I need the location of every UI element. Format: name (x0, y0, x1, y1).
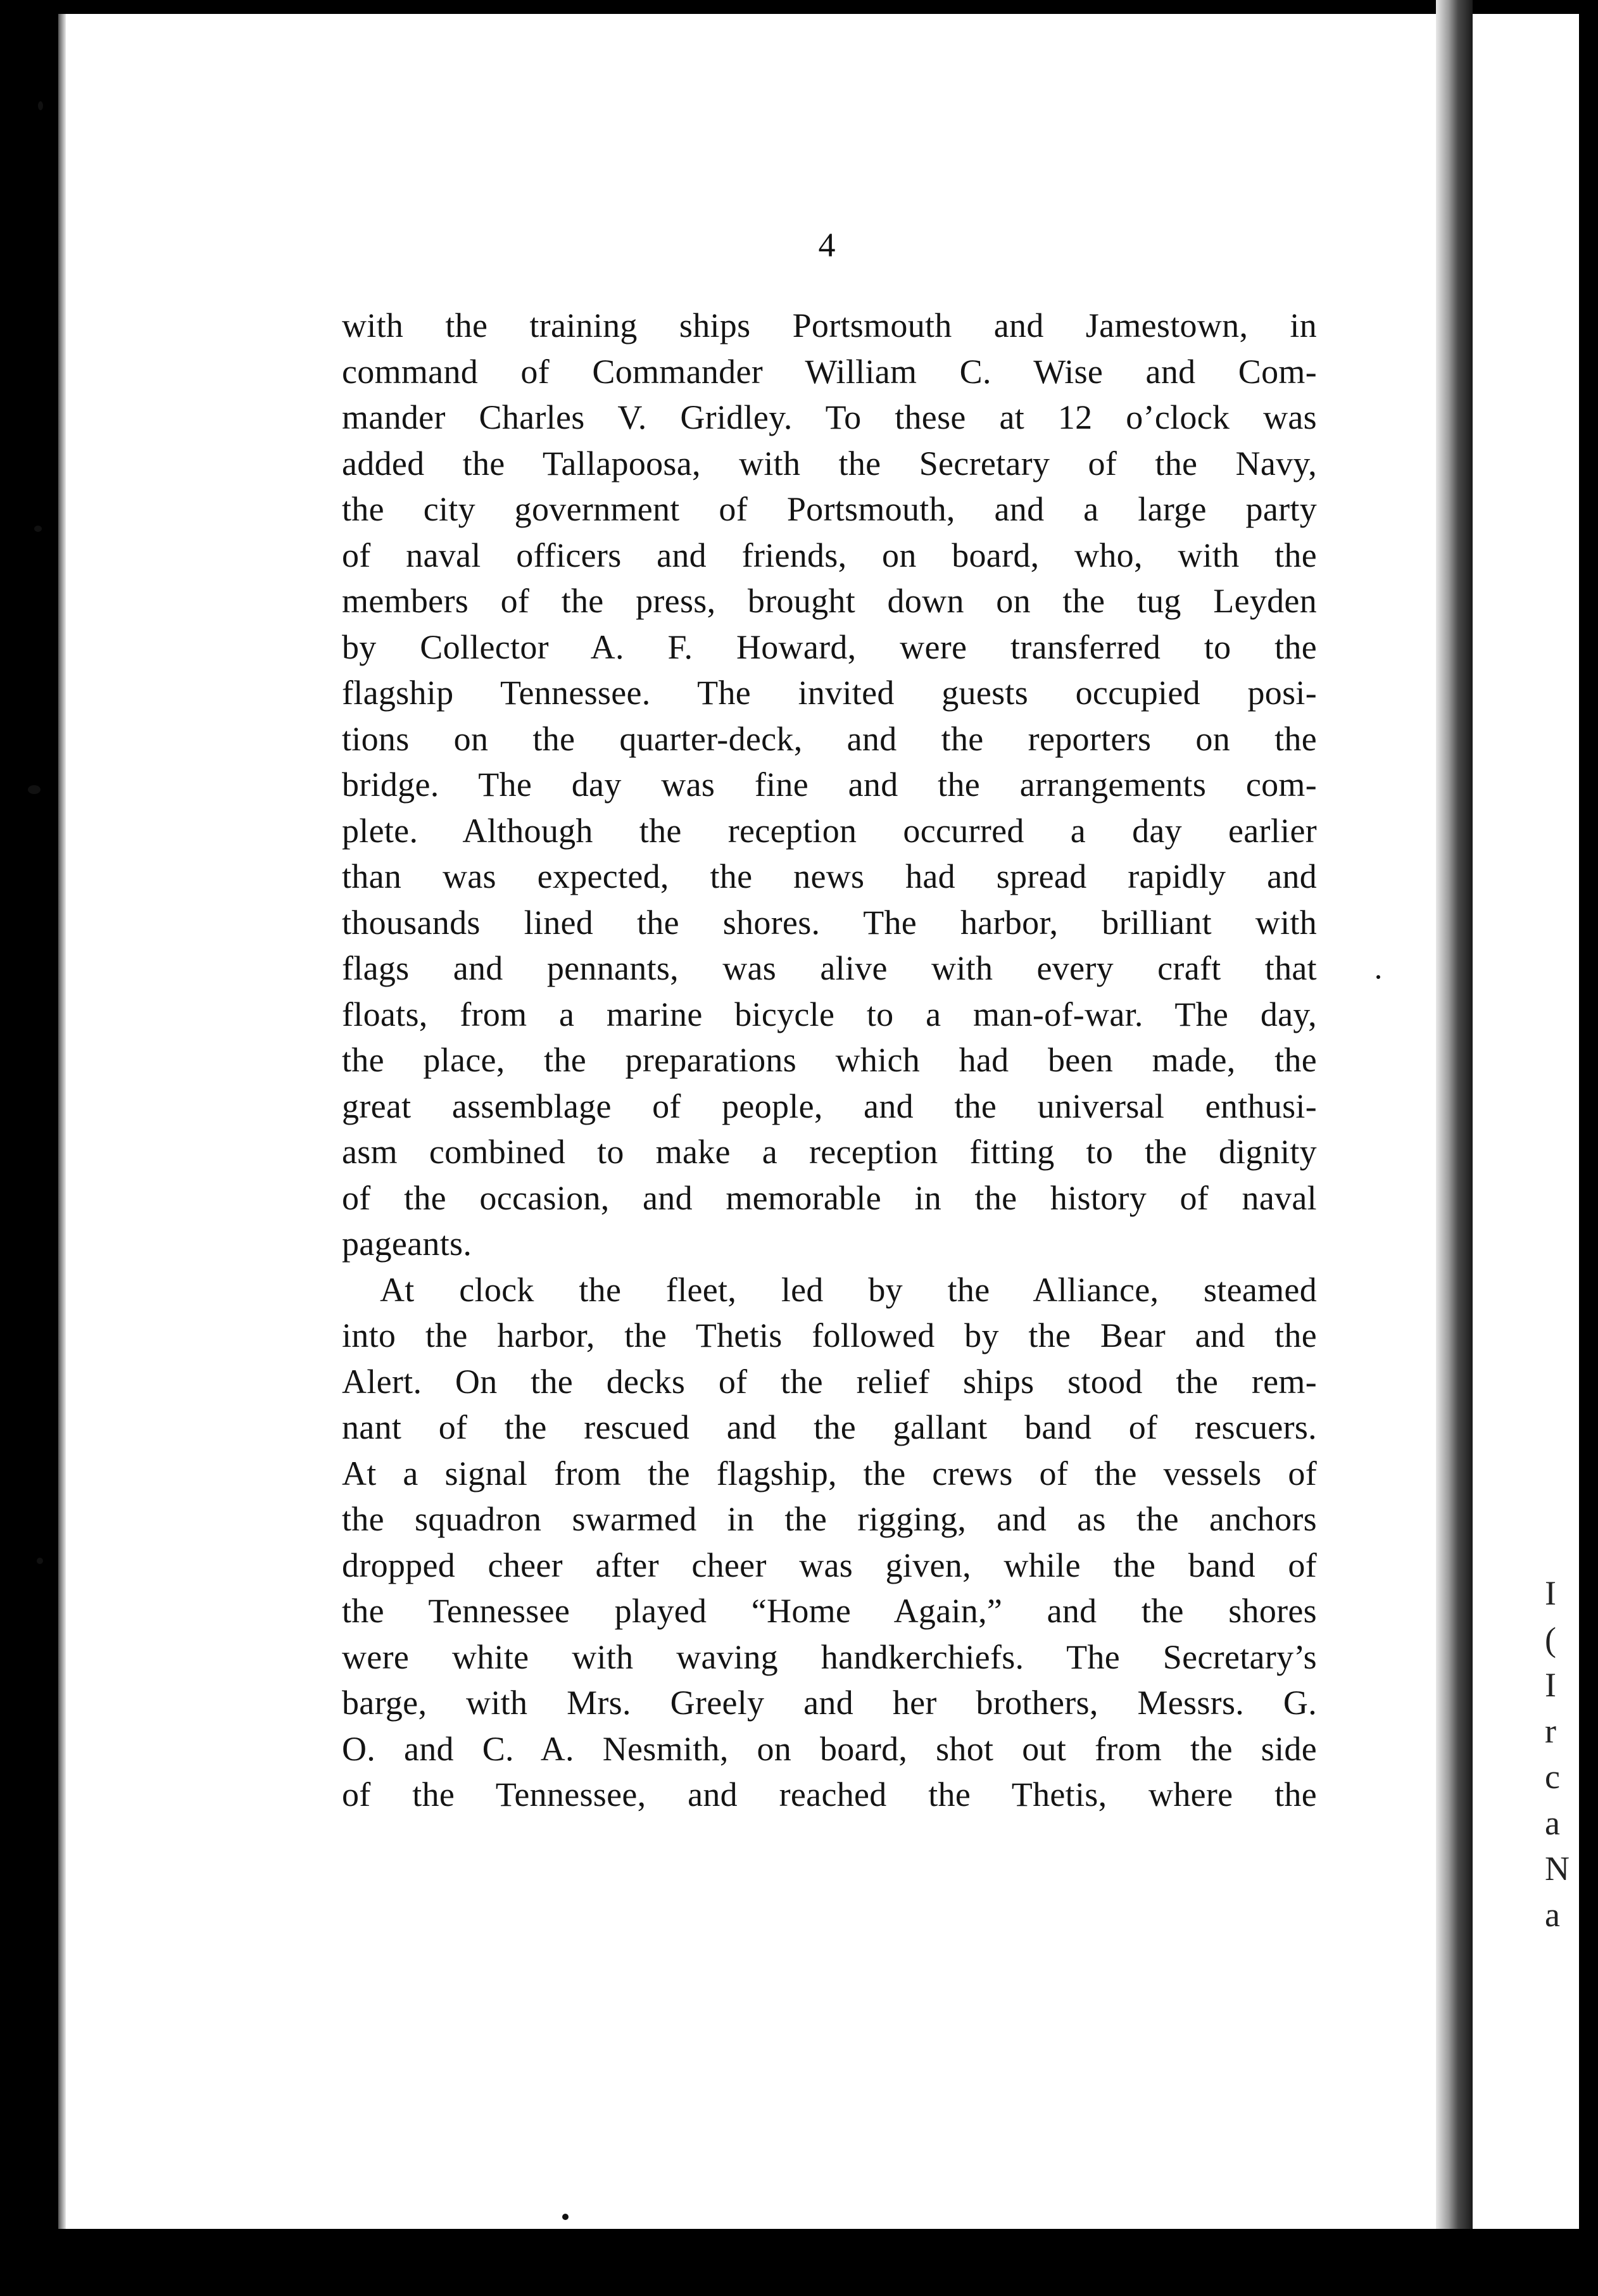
text-line: barge, with Mrs. Greely and her brothers, Messrs. G. (342, 1684, 1317, 1722)
text-line: into the harbor, the Thetis followed by the Bear and the (342, 1316, 1317, 1354)
text-line: the squadron swarmed in the rigging, and as the anchors (342, 1500, 1317, 1538)
text-line: great assemblage of people, and the universal enthusi- (342, 1087, 1317, 1125)
text-line: plete. Although the reception occurred a day earlier (342, 811, 1317, 850)
scan-speck (562, 2214, 569, 2220)
text-line: the city government of Portsmouth, and a large party (342, 490, 1317, 528)
text-line: floats, from a marine bicycle to a man-of-war. The day, (342, 995, 1317, 1033)
scan-border-left (0, 0, 58, 2296)
scan-speck (37, 1558, 43, 1564)
scan-speck (38, 101, 43, 110)
scan-speck (28, 785, 41, 794)
facing-page-text-fragment (1545, 1570, 1583, 1938)
text-line: by Collector A. F. Howard, were transferred to the (342, 628, 1317, 666)
text-line: nant of the rescued and the gallant band of rescuers. (342, 1408, 1317, 1446)
text-line: At a signal from the flagship, the crews of the vessels of (342, 1454, 1317, 1492)
text-line: pageants. (342, 1225, 472, 1263)
text-line: than was expected, the news had spread rapidly and (342, 857, 1317, 895)
text-line: command of Commander William C. Wise and Com- (342, 352, 1317, 391)
text-line: flags and pennants, was alive with every craft that (342, 949, 1317, 987)
text-line: the place, the preparations which had been made, the (342, 1041, 1317, 1079)
text-line: At clock the fleet, led by the Alliance, steamed (380, 1270, 1317, 1309)
text-line: of the occasion, and memorable in the history of naval (342, 1178, 1317, 1217)
scan-border-top (0, 0, 1598, 14)
body-text (342, 303, 1317, 1818)
facing-glyph: a (1545, 1803, 1560, 1842)
scan-speck (1376, 975, 1380, 979)
facing-glyph: I (1545, 1574, 1556, 1612)
facing-glyph: c (1545, 1758, 1560, 1796)
text-line: members of the press, brought down on the tug Leyden (342, 582, 1317, 620)
text-line: dropped cheer after cheer was given, while the band of (342, 1546, 1317, 1584)
book-gutter (1436, 0, 1473, 2296)
facing-glyph: I (1545, 1666, 1556, 1704)
text-line: flagship Tennessee. The invited guests occupied posi- (342, 674, 1317, 712)
text-line: O. and C. A. Nesmith, on board, shot out from the side (342, 1729, 1317, 1768)
scan-border-bottom (0, 2229, 1598, 2296)
text-line: thousands lined the shores. The harbor, brilliant with (342, 903, 1317, 942)
text-line: with the training ships Portsmouth and Jamestown, in (342, 306, 1317, 344)
text-line: mander Charles V. Gridley. To these at 12 o’clock was (342, 398, 1317, 436)
text-line: were white with waving handkerchiefs. The Secretary’s (342, 1637, 1317, 1676)
text-line: the Tennessee played “Home Again,” and the shores (342, 1592, 1317, 1630)
text-line: of naval officers and friends, on board, who, with the (342, 536, 1317, 574)
text-line: of the Tennessee, and reached the Thetis, where the (342, 1776, 1317, 1813)
text-line: asm combined to make a reception fitting to the dignity (342, 1133, 1317, 1171)
facing-glyph: ( (1545, 1620, 1556, 1658)
text-line: added the Tallapoosa, with the Secretary of the Navy, (342, 444, 1317, 483)
facing-glyph: N (1545, 1850, 1570, 1888)
page-number: 4 (818, 226, 836, 264)
text-line: bridge. The day was fine and the arrangements com- (342, 766, 1317, 804)
facing-glyph: r (1545, 1712, 1556, 1750)
scan-speck (34, 526, 42, 532)
text-line: tions on the quarter-deck, and the reporters on the (342, 719, 1317, 758)
text-line: Alert. On the decks of the relief ships stood the rem- (342, 1362, 1317, 1401)
facing-glyph: a (1545, 1895, 1560, 1934)
